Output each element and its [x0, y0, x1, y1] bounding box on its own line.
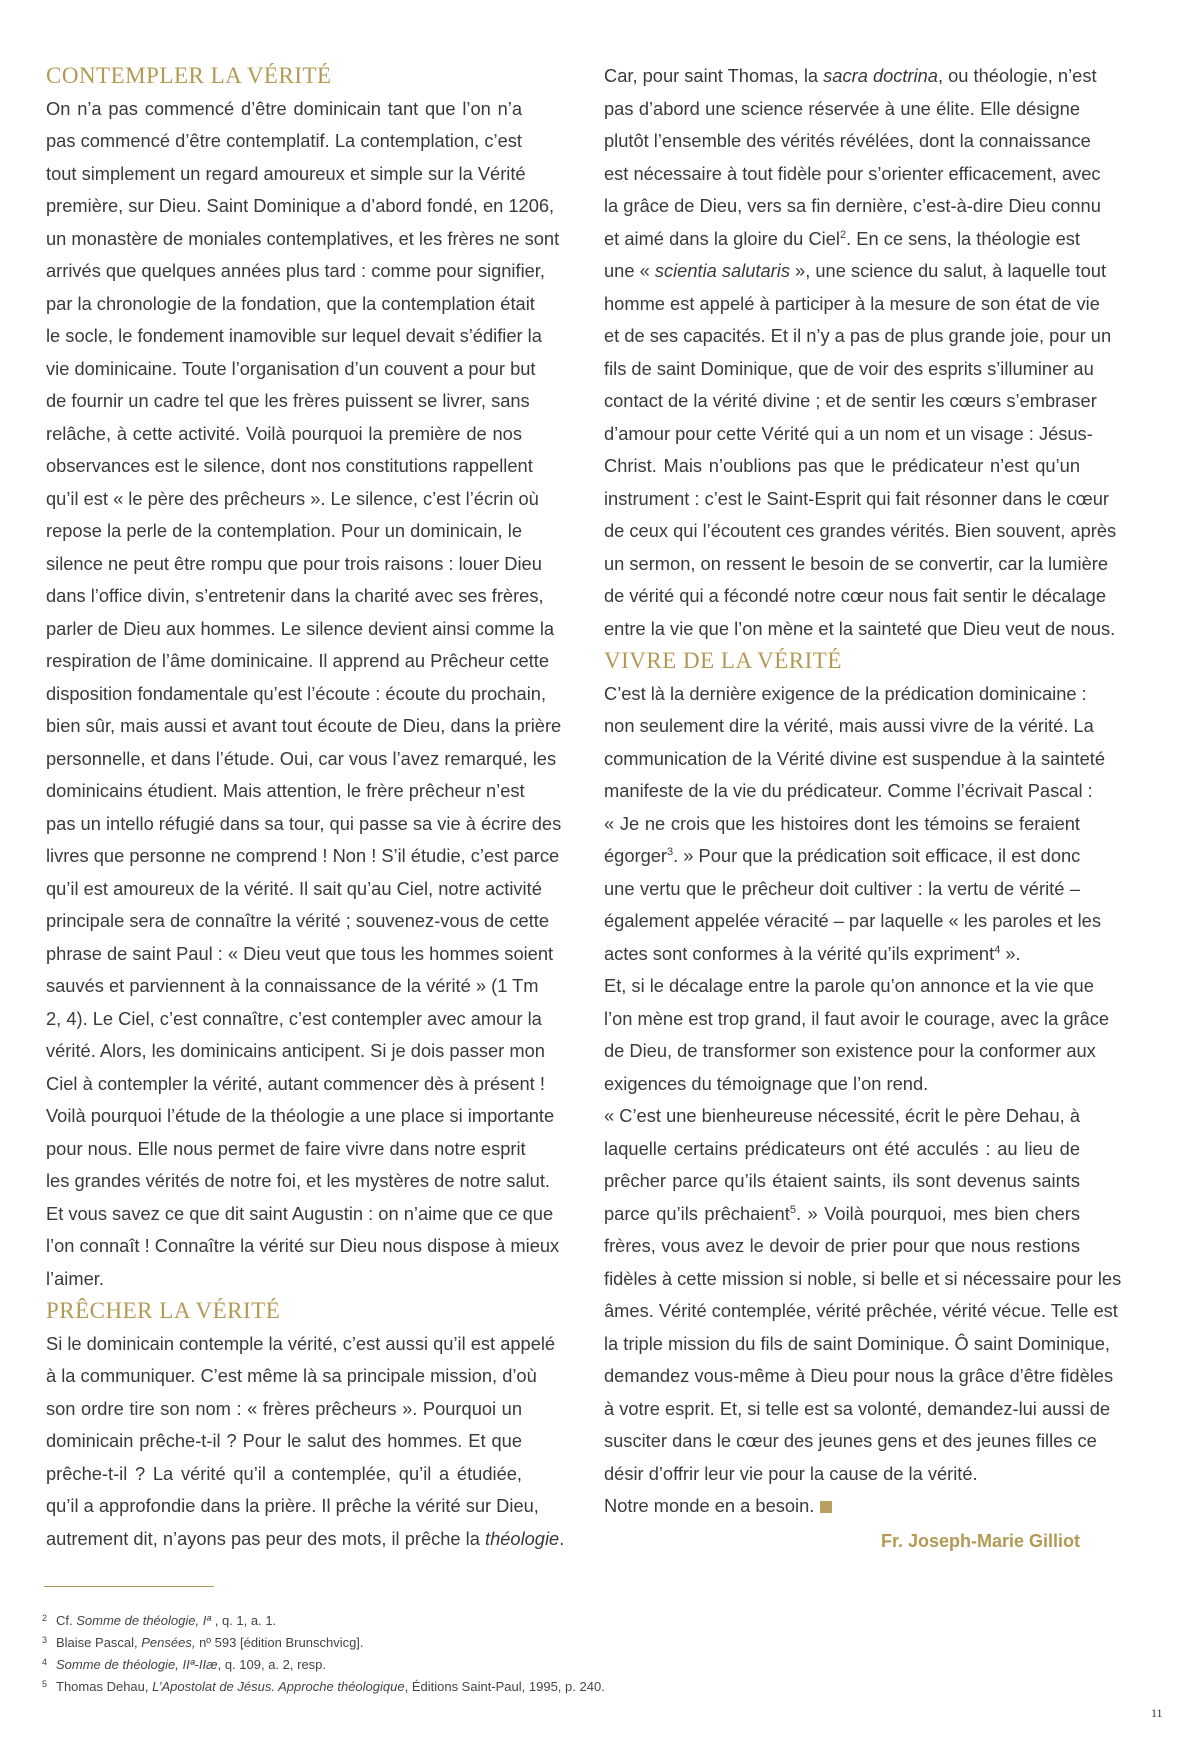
paragraph-line: qu’il est « le père des prêcheurs ». Le silence, c’est l’écrin où: [46, 487, 539, 509]
paragraph-line: pas d’abord une science réservée à une élite. Elle désigne: [604, 97, 1080, 119]
paragraph-line: une « scientia salutaris », une science du salut, à laquelle tout: [604, 260, 1107, 281]
paragraph-line: âmes. Vérité contemplée, vérité prêchée, vérité vécue. Telle est: [604, 1300, 1118, 1321]
paragraph-line: 2, 4). Le Ciel, c’est connaître, c’est contempler avec amour la: [46, 1007, 542, 1029]
paragraph-line: son ordre tire son nom : « frères prêcheurs ». Pourquoi un: [46, 1397, 522, 1419]
paragraph-line: demandez vous-même à Dieu pour nous la grâce d’être fidèles: [604, 1365, 1114, 1386]
paragraph-line: Et vous savez ce que dit saint Augustin : on n’aime que ce que: [46, 1202, 554, 1224]
paragraph-line: dominicains étudient. Mais attention, le frère prêcheur n’est: [46, 780, 525, 801]
paragraph-line: non seulement dire la vérité, mais aussi vivre de la vérité. La: [604, 715, 1094, 736]
paragraph-line: dominicain prêche-t-il ? Pour le salut des hommes. Et que: [46, 1430, 522, 1451]
paragraph-line: « Je ne crois que les histoires dont les témoins se feraient: [604, 812, 1080, 834]
paragraph-line: C’est là la dernière exigence de la prédication dominicaine :: [604, 682, 1087, 704]
paragraph-line: Christ. Mais n’oublions pas que le prédicateur n’est qu’un: [604, 455, 1080, 476]
paragraph-block: [604, 93, 1101, 223]
paragraph-line: le socle, le fondement inamovible sur lequel devait s’édifier la: [46, 325, 542, 346]
paragraph-line: laquelle certains prédicateurs ont été acculés : au lieu de: [604, 1137, 1080, 1159]
paragraph-line: personnelle, et dans l’étude. Oui, car vous l’avez remarqué, les: [46, 747, 557, 769]
paragraph-line: On n’a pas commencé d’être dominicain tant que l’on n’a: [46, 97, 522, 119]
paragraph-line: entre la vie que l’on mène et la sainteté que Dieu veut de nous.: [604, 617, 1116, 639]
paragraph-line: autrement dit, n’ayons pas peur des mots, il prêche la théologie.: [46, 1527, 565, 1549]
paragraph-line: silence ne peut être rompu que pour trois raisons : louer Dieu: [46, 552, 542, 574]
paragraph-line: et de ses capacités. Et il n’y a pas de plus grande joie, pour un: [604, 325, 1112, 346]
section-body-contempler: [46, 93, 562, 1296]
paragraph-line: pour nous. Elle nous permet de faire vivre dans notre esprit: [46, 1137, 526, 1159]
paragraph-line: actes sont conformes à la vérité qu’ils expriment$^4$ ».: [604, 942, 1021, 964]
footnote-ref-5[interactable]: 5: [789, 1203, 796, 1216]
paragraph-line: observances est le silence, dont nos constitutions rappellent: [46, 455, 533, 476]
paragraph-line: principale sera de connaître la vérité ; souvenez-vous de cette: [46, 910, 550, 931]
paragraph-line: l’aimer.: [46, 1267, 104, 1289]
paragraph-line: Ciel à contempler la vérité, autant commencer dès à présent !: [46, 1072, 545, 1094]
paragraph-line: instrument : c’est le Saint-Esprit qui fait résonner dans le cœur: [604, 487, 1109, 509]
paragraph-line: un sermon, on ressent le besoin de se convertir, car la lumière: [604, 552, 1109, 574]
paragraph-line: à la communiquer. C’est même là sa principale mission, d’où: [46, 1365, 537, 1386]
footnote-5: 5 Thomas Dehau, L’Apostolat de Jésus. Approche théologique, Éditions Saint-Paul, 1995, p. 240.: [42, 1679, 605, 1694]
section-heading-contempler: CONTEMPLER LA VÉRITÉ: [46, 63, 332, 88]
footnote-divider: [44, 1586, 214, 1587]
paragraph-line: de ceux qui l’écoutent ces grandes vérités. Bien souvent, après: [604, 520, 1117, 541]
paragraph-line: également appelée véracité – par laquelle « les paroles et les: [604, 910, 1101, 931]
paragraph-line: qu’il a approfondie dans la prière. Il prêche la vérité sur Dieu,: [46, 1495, 539, 1516]
paragraph-line: homme est appelé à participer à la mesure de son état de vie: [604, 292, 1100, 314]
paragraph-line: la grâce de Dieu, vers sa fin dernière, c’est-à-dire Dieu connu: [604, 195, 1101, 216]
paragraph-line: d’amour pour cette Vérité qui a un nom et un visage : Jésus-: [604, 422, 1093, 444]
paragraph-block: [604, 1230, 1122, 1458]
paragraph-line: livres que personne ne comprend ! Non ! S’il étudie, c’est parce: [46, 845, 560, 866]
footnote-4: 4 Somme de théologie, IIª-IIæ, q. 109, a. 2, resp.: [42, 1657, 327, 1672]
paragraph-line: parler de Dieu aux hommes. Le silence devient ainsi comme la: [46, 617, 555, 639]
paragraph-line: phrase de saint Paul : « Dieu veut que tous les hommes soient: [46, 942, 554, 964]
right-column: [604, 60, 1122, 1559]
paragraph-block: [604, 1100, 1080, 1198]
paragraph-block: [604, 288, 1117, 646]
paragraph-line: la triple mission du fils de saint Dominique. Ô saint Dominique,: [604, 1332, 1111, 1354]
footnotes: [42, 1610, 605, 1698]
paragraph-line: désir d’offrir leur vie pour la cause de la vérité.: [604, 1462, 978, 1484]
paragraph-line: pas commencé d’être contemplatif. La contemplation, c’est: [46, 130, 522, 151]
paragraph-line: l’on connaît ! Connaître la vérité sur Dieu nous dispose à mieux: [46, 1235, 560, 1256]
paragraph-line: dans l’office divin, s’entretenir dans la charité avec ses frères,: [46, 585, 544, 606]
page-number: 11: [1151, 1706, 1163, 1720]
paragraph-line: première, sur Dieu. Saint Dominique a d’abord fondé, en 1206,: [46, 195, 555, 216]
paragraph-line: par la chronologie de la fondation, que la contemplation était: [46, 292, 535, 314]
paragraph-line: pas un intello réfugié dans sa tour, qui passe sa vie à écrire des: [46, 812, 562, 834]
paragraph-line: arrivés que quelques années plus tard : comme pour signifier,: [46, 260, 545, 281]
paragraph-line: qu’il est amoureux de la vérité. Il sait qu’au Ciel, notre activité: [46, 877, 542, 899]
footnote-ref-2[interactable]: 2: [839, 228, 847, 241]
paragraph-line: contact de la vérité divine ; et de sentir les cœurs s’embraser: [604, 390, 1097, 411]
paragraph-line: de Dieu, de transformer son existence pour la conformer aux: [604, 1040, 1096, 1061]
paragraph-line: plutôt l’ensemble des vérités révélées, dont la connaissance: [604, 130, 1091, 151]
paragraph-line: un monastère de moniales contemplatives, et les frères ne sont: [46, 227, 560, 249]
footnote-ref-3[interactable]: 3: [667, 845, 674, 858]
paragraph-line: fils de saint Dominique, que de voir des esprits s’illuminer au: [604, 357, 1094, 379]
paragraph-line: de vérité qui a fécondé notre cœur nous fait sentir le décalage: [604, 585, 1107, 606]
paragraph-line: « C’est une bienheureuse nécessité, écrit le père Dehau, à: [604, 1105, 1080, 1126]
section-heading-precher: PRÊCHER LA VÉRITÉ: [46, 1298, 281, 1323]
paragraph-line: fidèles à cette mission si noble, si belle et si nécessaire pour les: [604, 1267, 1122, 1289]
paragraph-line: repose la perle de la contemplation. Pour un dominicain, le: [46, 520, 522, 541]
paragraph-line: prêche-t-il ? La vérité qu’il a contemplée, qu’il a étudiée,: [46, 1462, 522, 1484]
section-body-precher: [46, 1328, 556, 1523]
paragraph-line: parce qu’ils prêchaient$^5$. » Voilà pourquoi, mes bien chers: [604, 1202, 1080, 1224]
paragraph-block: [604, 678, 1106, 841]
paragraph-line: respiration de l’âme dominicaine. Il apprend au Prêcheur cette: [46, 650, 550, 671]
paragraph-block: [604, 970, 1110, 1068]
paragraph-line: susciter dans le cœur des jeunes gens et des jeunes filles ce: [604, 1430, 1097, 1451]
paragraph-line: relâche, à cette activité. Voilà pourquoi la première de nos: [46, 422, 522, 444]
left-column: [46, 60, 565, 1555]
footnote-2: 2 Cf. Somme de théologie, Iª , q. 1, a. 1.: [42, 1613, 277, 1628]
paragraph-line: une vertu que le prêcheur doit cultiver : la vertu de vérité –: [604, 877, 1080, 899]
paragraph-line: vie dominicaine. Toute l’organisation d’un couvent a pour but: [46, 357, 536, 379]
end-of-article-square-icon: [820, 1501, 832, 1513]
paragraph-line: tout simplement un regard amoureux et simple sur la Vérité: [46, 162, 526, 184]
paragraph-line: manifeste de la vie du prédicateur. Comme l’écrivait Pascal :: [604, 780, 1093, 801]
footnote-3: 3 Blaise Pascal, Pensées, nº 593 [édition Brunschvicg].: [42, 1635, 364, 1650]
section-heading-vivre: VIVRE DE LA VÉRITÉ: [604, 648, 842, 673]
paragraph-line: frères, vous avez le devoir de prier pour que nous restions: [604, 1235, 1080, 1256]
footnote-ref-4[interactable]: 4: [994, 943, 1001, 956]
paragraph-line: les grandes vérités de notre foi, et les mystères de notre salut.: [46, 1170, 551, 1191]
paragraph-line: égorger$^3$. » Pour que la prédication soit efficace, il est donc: [604, 845, 1081, 866]
paragraph-line: communication de la Vérité divine est suspendue à la sainteté: [604, 747, 1106, 769]
paragraph-line: exigences du témoignage que l’on rend.: [604, 1072, 929, 1094]
paragraph-line: Car, pour saint Thomas, la sacra doctrina, ou théologie, n’est: [604, 65, 1097, 86]
paragraph-line: bien sûr, mais aussi et avant tout écoute de Dieu, dans la prière: [46, 715, 562, 736]
paragraph-line: sauvés et parviennent à la connaissance de la vérité » (1 Tm: [46, 975, 539, 996]
paragraph-line: l’on mène est trop grand, il faut avoir le courage, avec la grâce: [604, 1007, 1110, 1029]
paragraph-line: Voilà pourquoi l’étude de la théologie a une place si importante: [46, 1105, 555, 1126]
paragraph-line: prêcher parce qu’ils étaient saints, ils sont devenus saints: [604, 1170, 1080, 1191]
paragraph-line: à votre esprit. Et, si telle est sa volonté, demandez-lui aussi de: [604, 1397, 1111, 1419]
paragraph-line: vérité. Alors, les dominicains anticipent. Si je dois passer mon: [46, 1040, 545, 1061]
paragraph-line: disposition fondamentale qu’est l’écoute : écoute du prochain,: [46, 682, 547, 704]
paragraph-line: de fournir un cadre tel que les frères puissent se livrer, sans: [46, 390, 530, 411]
paragraph-line: Si le dominicain contemple la vérité, c’est aussi qu’il est appelé: [46, 1332, 556, 1354]
paragraph-line: est nécessaire à tout fidèle pour s’orienter efficacement, avec: [604, 162, 1101, 184]
author-signature: Fr. Joseph-Marie Gilliot: [880, 1530, 1080, 1551]
paragraph-line: Notre monde en a besoin.: [604, 1490, 1080, 1523]
paragraph-line: Et, si le décalage entre la parole qu’on annonce et la vie que: [604, 975, 1094, 996]
paragraph-block: [604, 873, 1101, 938]
paragraph-line: et aimé dans la gloire du Ciel$^2$. En ce sens, la théologie est: [604, 227, 1080, 249]
